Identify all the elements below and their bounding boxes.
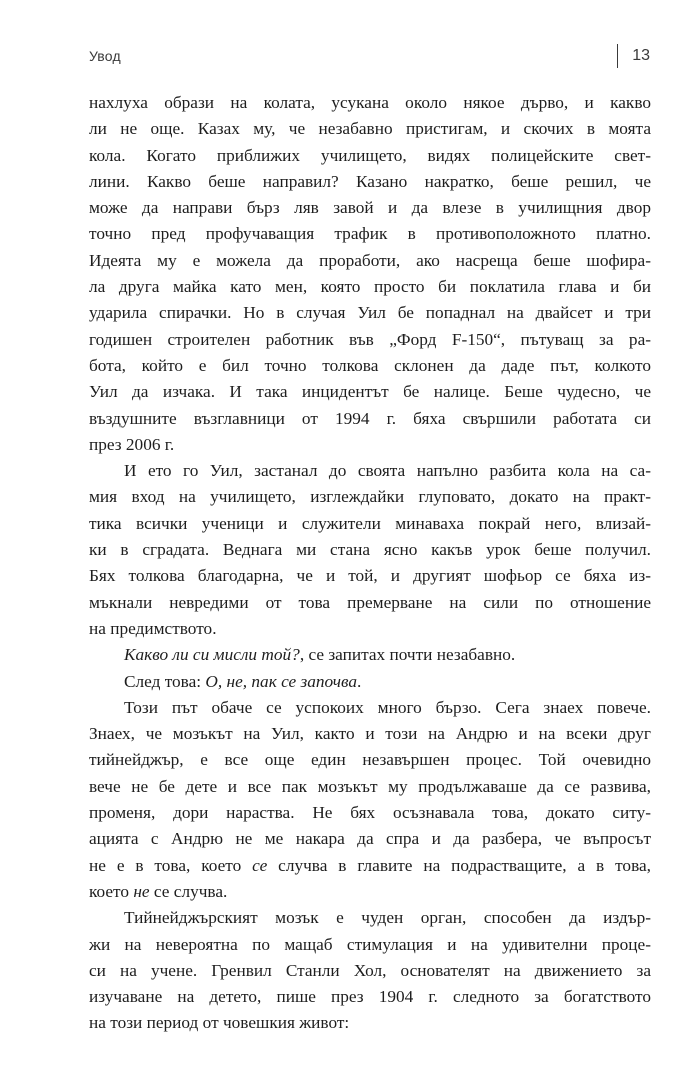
text-run: вече не бе дете и все пак мозъкът му продължаваше да се развива, xyxy=(89,776,651,796)
text-run: точно пред профучаващия трафик в противоположното платно. xyxy=(89,224,651,244)
page-number: 13 xyxy=(632,47,650,64)
italic-text: Какво ли си мисли той? xyxy=(124,645,300,665)
text-line xyxy=(89,90,651,116)
text-line xyxy=(89,590,651,616)
text-line xyxy=(89,248,651,274)
page-header xyxy=(89,44,650,68)
text-line xyxy=(89,143,651,169)
text-line xyxy=(89,774,651,800)
text-run: на предимството. xyxy=(89,618,217,638)
text-line xyxy=(89,800,651,826)
text-line xyxy=(89,432,651,458)
text-run: изучаване на детето, пише през 1904 г. следното за богатството xyxy=(89,987,651,1007)
text-line xyxy=(89,537,651,563)
text-run: се случва. xyxy=(149,881,228,901)
text-run: След това: xyxy=(124,671,206,691)
text-run: ацията с Андрю не ме накара да спра и да разбера, че въпросът xyxy=(89,829,651,849)
text-line xyxy=(89,826,651,852)
text-run: Този път обаче се успокоих много бързо. Сега знаех повече. xyxy=(124,697,651,717)
text-run: нахлуха образи на колата, усукана около някое дърво, и какво xyxy=(89,93,651,112)
text-line xyxy=(89,905,651,931)
text-run: Знаех, че мозъкът на Уил, както и този на Андрю и на всеки друг xyxy=(89,724,651,744)
text-run: Бях толкова благодарна, че и той, и другият шофьор се бяха из- xyxy=(89,566,651,586)
text-line xyxy=(89,1010,651,1036)
text-line xyxy=(89,984,651,1010)
text-run: бота, който е бил точно толкова склонен да даде път, колкото xyxy=(89,355,651,375)
text-run: тийнейджър, е все още един незавършен процес. Той очевидно xyxy=(89,750,651,770)
text-run: си на учене. Гренвил Станли Хол, основателят на движението за xyxy=(89,960,651,980)
text-line xyxy=(89,958,651,984)
text-run: Уил да изчака. И така инцидентът бе налице. Беше чудесно, че xyxy=(89,382,651,402)
text-run: жи на невероятна по мащаб стимулация и на удивителни проце- xyxy=(89,934,651,954)
text-line xyxy=(89,932,651,958)
text-run: Тийнейджърският мозък е чуден орган, способен да издър- xyxy=(124,908,651,928)
italic-text: не xyxy=(133,881,150,901)
text-line xyxy=(89,300,651,326)
text-run: което xyxy=(89,881,134,901)
text-run: ла друга майка като мен, която просто би поклатила глава и би xyxy=(89,277,651,297)
text-run: ударила спирачки. Но в случая Уил бе попаднал на двайсет и три xyxy=(89,303,651,323)
text-line xyxy=(89,195,651,221)
text-line xyxy=(89,327,651,353)
text-line xyxy=(89,379,651,405)
text-run: случва в главите на подрастващите, а в това, xyxy=(267,855,651,875)
text-line xyxy=(89,511,651,537)
text-line xyxy=(89,484,651,510)
text-run: през 2006 г. xyxy=(89,434,175,454)
text-line xyxy=(89,353,651,379)
text-run: въздушните възглавници от 1994 г. бяха свършили работата си xyxy=(89,408,651,428)
text-line xyxy=(89,221,651,247)
text-line xyxy=(89,721,651,747)
text-run: мъкнали невредими от това премерване на сили по отношение xyxy=(89,592,651,612)
italic-text: се xyxy=(252,855,268,875)
text-run: не е в това, което xyxy=(89,855,253,875)
text-line xyxy=(89,879,651,905)
text-line xyxy=(89,458,651,484)
running-head: Увод xyxy=(89,48,121,64)
text-line xyxy=(89,642,651,668)
text-run: И ето го Уил, застанал до своята напълно разбита кола на са- xyxy=(124,461,651,481)
text-run: тика всички ученици и служители минаваха покрай него, влизай- xyxy=(89,513,651,533)
body-text xyxy=(89,90,651,1037)
text-run: годишен строителен работник във „Форд F-150“, пътуващ за ра- xyxy=(89,329,651,349)
header-divider xyxy=(617,44,618,68)
text-run: Идеята му е можела да проработи, ако насреща беше шофира- xyxy=(89,250,651,270)
italic-text: О, не, пак се започва xyxy=(205,671,358,691)
text-line xyxy=(89,669,651,695)
text-run: може да направи бърз ляв завой и да влезе в училищния двор xyxy=(89,198,651,218)
text-run: лини. Какво беше направил? Казано накратко, беше решил, че xyxy=(89,171,651,191)
text-line xyxy=(89,563,651,589)
text-run: ли не още. Казах му, че незабавно пристигам, и скочих в моята xyxy=(89,119,651,139)
text-line xyxy=(89,169,651,195)
text-run: на този период от човешкия живот: xyxy=(89,1013,350,1033)
text-line xyxy=(89,853,651,879)
text-line xyxy=(89,116,651,142)
text-run: ки в сградата. Веднага ми стана ясно какъв урок беше получил. xyxy=(89,540,651,560)
text-run: , се запитах почти незабавно. xyxy=(299,645,516,665)
text-line xyxy=(89,747,651,773)
text-run: кола. Когато приближих училището, видях полицейските свет- xyxy=(89,145,651,165)
text-line xyxy=(89,695,651,721)
text-run: мия вход на училището, изглеждайки глуповато, докато на практ- xyxy=(89,487,651,507)
text-line xyxy=(89,616,651,642)
text-run: . xyxy=(357,671,362,691)
text-line xyxy=(89,274,651,300)
text-run: променя, дори нараства. Не бях осъзнавала това, докато ситу- xyxy=(89,803,651,823)
text-line xyxy=(89,406,651,432)
